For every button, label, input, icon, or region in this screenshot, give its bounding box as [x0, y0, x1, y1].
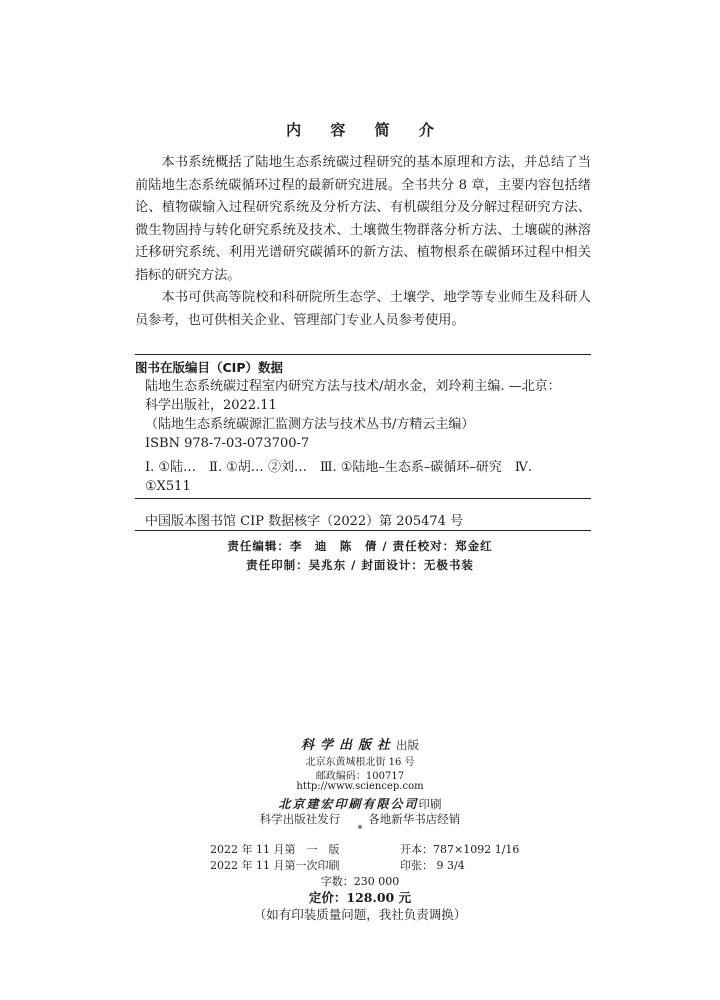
printer-line — [0, 793, 720, 812]
summary-paragraph: 本书系统概括了陆地生态系统碳过程研究的基本原理和方法，并总结了当前陆地生态系统碳循环过程的最新研究进展。全书共分 8 章，主要内容包括绪论、植物碳输入过程研究系统及分析方法、有机碳组分及分解过程研究方法、微生物固持与转化研究系统及技术、土壤微生物群落分析方法、土壤碳的淋溶迁移研究系统、利用光谱研究碳循环的新方法、植物根系在碳循环过程中相关指标的研究方法。 — [135, 155, 591, 283]
cip-publisher-line: 科学出版社，2022.11 — [145, 398, 277, 413]
publisher-suffix: 出版 — [396, 738, 419, 752]
credits-printing: 责任印制：吴兆东 / 封面设计：无极书装 — [246, 558, 474, 572]
publisher-url: http://www.sciencep.com — [296, 781, 424, 792]
separator-star: * — [357, 824, 363, 835]
printing-row — [210, 857, 465, 873]
price: 定价：128.00 元 — [308, 890, 412, 905]
credits-editors: 责任编辑：李 迪 陈 倩 / 责任校对：郑金红 — [227, 539, 493, 553]
cip-heading: 图书在版编目（CIP）数据 — [135, 360, 283, 375]
printing-date: 2022 年 11 月第一次印刷 — [210, 859, 340, 872]
divider — [135, 530, 591, 531]
edition-date: 2022 年 11 月第 一 版 — [210, 843, 340, 856]
cip-title-line: 陆地生态系统碳过程室内研究方法与技术/胡水金，刘玲莉主编. —北京： — [145, 379, 561, 394]
page-title: 内 容 简 介 — [286, 121, 446, 139]
print-sheets: 印张： 9 3/4 — [400, 859, 465, 872]
cip-isbn-line: ISBN 978-7-03-073700-7 — [145, 436, 310, 451]
printer-name: 北京建宏印刷有限公司 — [278, 797, 419, 811]
distribution-left: 科学出版社发行 — [259, 812, 341, 826]
format-size: 开本：787×1092 1/16 — [400, 843, 520, 856]
publisher-name: 科学出版社 — [300, 738, 396, 753]
quality-notice: （如有印装质量问题，我社负责调换） — [253, 907, 467, 922]
publisher-postcode: 邮政编码：100717 — [315, 771, 405, 782]
summary-paragraph: 本书可供高等院校和科研院所生态学、土壤学、地学等专业师生及科研人员参考，也可供相关企业、管理部门专业人员参考使用。 — [135, 290, 591, 328]
distribution-right: 各地新华书店经销 — [368, 812, 461, 826]
cip-classification-line: Ⅰ. ①陆… Ⅱ. ①胡… ②刘… Ⅲ. ①陆地–生态系–碳循环–研究 Ⅳ. — [145, 460, 533, 475]
printer-suffix: 印刷 — [418, 797, 442, 811]
cip-series-line: （陆地生态系统碳源汇监测方法与技术丛书/方精云主编） — [145, 417, 475, 432]
word-count: 字数：230 000 — [320, 875, 400, 888]
edition-row — [210, 841, 519, 857]
book-summary — [135, 152, 591, 332]
cip-classification-code: ①X511 — [145, 479, 191, 494]
publisher-line — [0, 734, 720, 753]
cip-record-number: 中国版本图书馆 CIP 数据核字（2022）第 205474 号 — [145, 514, 464, 529]
cip-data-block — [135, 354, 591, 499]
publisher-address: 北京东黄城根北街 16 号 — [305, 757, 415, 768]
